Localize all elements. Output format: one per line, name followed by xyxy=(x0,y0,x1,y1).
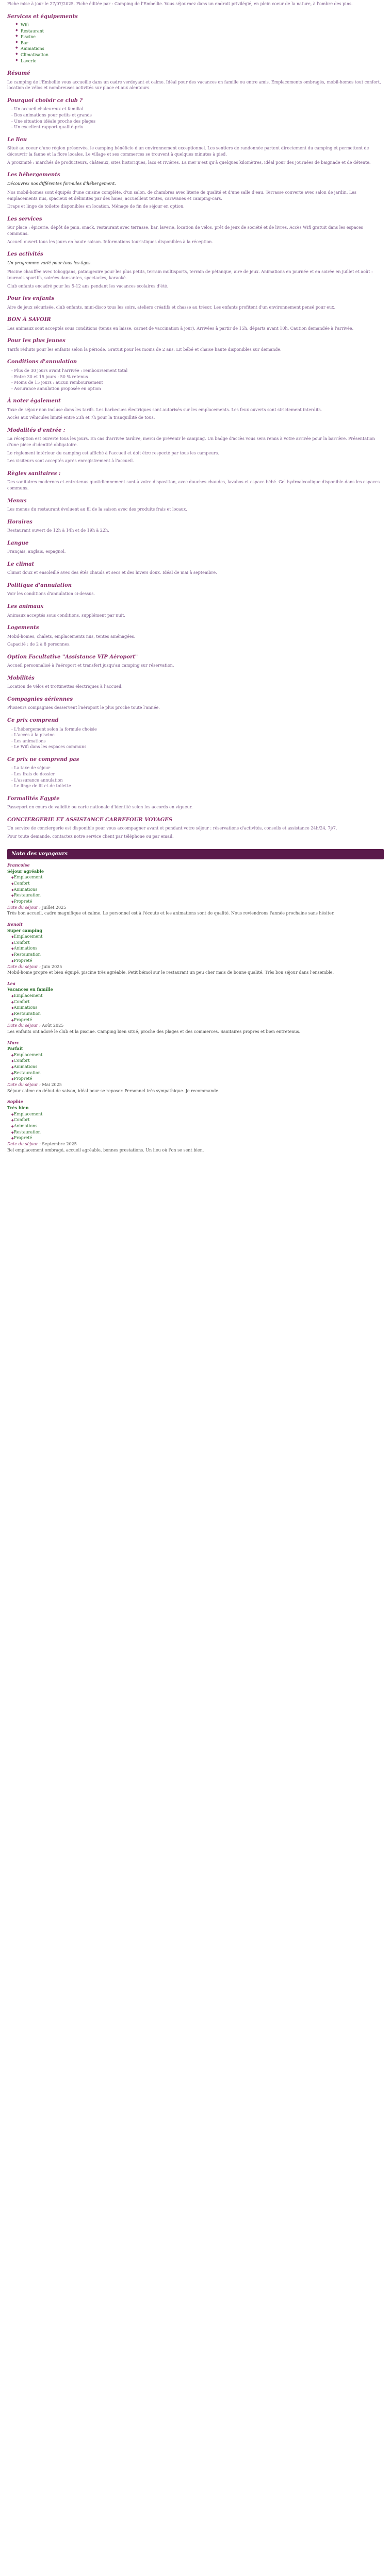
young-section xyxy=(7,337,384,352)
list-item: ◆ Restaurant xyxy=(15,28,384,35)
notes-extra-text-1: Taxe de séjour non incluse dans les tarifs. Les barbecues électriques sont autorisés sur les emplacements. Les feux ouverts sont strictement interdits. xyxy=(7,407,322,412)
criterion: ◆ Restauration xyxy=(11,1070,384,1076)
criterion: ◆ Propreté xyxy=(11,958,384,964)
review-title: Vacances en famille xyxy=(7,987,53,992)
excluded-section xyxy=(7,756,384,789)
language-section xyxy=(7,540,384,555)
list-item: - Un accueil chaleureux et familial xyxy=(11,107,84,112)
place-heading: Le lieu xyxy=(7,137,27,143)
review-criteria xyxy=(7,934,384,963)
pets-text: Animaux acceptés sous conditions, supplément par nuit. xyxy=(7,613,125,618)
housing-text-1: Mobil-homes, chalets, emplacements nus, tentes aménagées. xyxy=(7,634,136,639)
criterion: ◆ Emplacement xyxy=(11,934,384,940)
review-date-value: Septembre 2025 xyxy=(42,1141,77,1146)
hours-section xyxy=(7,519,384,534)
language-heading: Langue xyxy=(7,540,29,546)
activities-subtitle: Un programme varié pour tous les âges. xyxy=(7,260,92,265)
notes-extra-section xyxy=(7,398,384,421)
good-to-know-text: Les animaux sont acceptés sous conditions (tenus en laisse, carnet de vaccination à jour). Arrivées à partir de 15h, départs avant 10h. Caution demandée à l'arrivée. xyxy=(7,326,354,331)
review-date xyxy=(7,964,384,970)
criterion: ◆ Confort xyxy=(11,880,384,887)
list-item: - Le Wifi dans les espaces communs xyxy=(11,744,87,750)
list-item: - L'accès à la piscine xyxy=(11,733,55,738)
housing-section xyxy=(7,624,384,648)
activities-text-2: Club enfants encadré pour les 5-12 ans pendant les vacances scolaires d'été. xyxy=(7,283,169,289)
criterion: ◆ Propreté xyxy=(11,1076,384,1082)
criterion: ◆ Propreté xyxy=(11,899,384,905)
criterion: ◆ Propreté xyxy=(11,1135,384,1141)
criterion: ◆ Confort xyxy=(11,999,384,1005)
list-item: - Les frais de dossier xyxy=(11,772,55,777)
why-section xyxy=(7,97,384,130)
review-text: Mobil-home propre et bien équipé, piscine très agréable. Petit bémol sur le restaurant un peu cher mais de bonne qualité. Très bon séjour dans l'ensemble. xyxy=(7,970,334,975)
sanitary-text: Des sanitaires modernes et entretenus quotidiennement sont à votre disposition, avec douches chaudes, lavabos et espace bébé. Gel hydroalcoolique disponible dans les espaces communs. xyxy=(7,480,380,490)
lodging-section xyxy=(7,172,384,210)
mobility-heading: Mobilités xyxy=(7,675,35,681)
list-item: - Des animations pour petits et grands xyxy=(11,113,92,118)
review-title: Très bien xyxy=(7,1105,29,1110)
concierge-text-1: Un service de conciergerie est disponible pour vous accompagner avant et pendant votre séjour : réservations d'activités, conseils et assistance 24h/24, 7j/7. xyxy=(7,826,337,831)
criterion: ◆ Animations xyxy=(11,1005,384,1011)
vip-option-heading: Option Facultative "Assistance VIP Aéroport" xyxy=(7,654,138,660)
review-date-label: Date du séjour : xyxy=(7,1023,41,1028)
language-text: Français, anglais, espagnol. xyxy=(7,549,66,554)
included-list xyxy=(7,726,384,750)
excluded-list xyxy=(7,765,384,789)
cancellation-heading: Conditions d'annulation xyxy=(7,359,77,365)
review-criteria xyxy=(7,993,384,1023)
review-criteria xyxy=(7,874,384,904)
review-author: Sophie xyxy=(7,1099,23,1105)
review-date-value: Mai 2025 xyxy=(42,1082,62,1088)
reviews-header: Note des voyageurs xyxy=(7,849,384,860)
lodging-subtitle: Découvrez nos différentes formules d'hébergement. xyxy=(7,181,116,186)
vip-option-section xyxy=(7,654,384,669)
criterion: ◆ Confort xyxy=(11,1117,384,1123)
entry-heading: Modalités d'entrée : xyxy=(7,427,66,433)
mobility-section xyxy=(7,675,384,690)
formalities-text: Passeport en cours de validité ou carte nationale d'identité selon les accords en vigueur. xyxy=(7,805,193,810)
review-date-label: Date du séjour : xyxy=(7,1082,41,1088)
review-date-label: Date du séjour : xyxy=(7,1141,41,1146)
place-text-2: À proximité : marchés de producteurs, châteaux, sites historiques, lacs et rivières. La mer n'est qu'à quelques kilomètres, idéal pour des journées de baignade et de détente. xyxy=(7,160,371,165)
hours-heading: Horaires xyxy=(7,519,32,525)
entry-text-1: La réception est ouverte tous les jours. En cas d'arrivée tardive, merci de prévenir le camping. Un badge d'accès vous sera remis à votre arrivée pour la barrière. Présentation d'une pièce d'identité obligatoire. xyxy=(7,436,375,448)
review-date xyxy=(7,905,384,911)
review-date xyxy=(7,1023,384,1029)
services-heading: Services et équipements xyxy=(7,13,78,20)
formalities-section xyxy=(7,795,384,810)
criterion: ◆ Emplacement xyxy=(11,1052,384,1058)
review-date-label: Date du séjour : xyxy=(7,964,41,969)
review-criteria xyxy=(7,1052,384,1082)
criterion: ◆ Animations xyxy=(11,1123,384,1129)
vip-option-text: Accueil personnalisé à l'aéroport et transfert jusqu'au camping sur réservation. xyxy=(7,663,174,668)
review-author: Marc xyxy=(7,1040,20,1045)
intro-text: Fiche mise à jour le 27/07/2025. Fiche éditée par : Camping de l'Embellie. Vous séjournez dans un endroit privilégié, en plein coeur de la nature, à l'ombre des pins. xyxy=(7,2,353,6)
criterion: ◆ Restauration xyxy=(11,1129,384,1136)
included-heading: Ce prix comprend xyxy=(7,718,59,724)
kids-text: Aire de jeux sécurisée, club enfants, mini-disco tous les soirs, ateliers créatifs et chasse au trésor. Les enfants profitent d'un environnement pensé pour eux. xyxy=(7,304,336,310)
list-item: - L'hébergement selon la formule choisie xyxy=(11,726,97,732)
review-title: Séjour agréable xyxy=(7,868,44,874)
review-author: Benoit xyxy=(7,921,23,927)
review-text: Les enfants ont adoré le club et la piscine. Camping bien situé, proche des plages et des commerces. Sanitaires propres et bien entretenus. xyxy=(7,1029,301,1034)
good-to-know-section xyxy=(7,316,384,331)
services-section xyxy=(7,13,384,64)
services-detail-text-2: Accueil ouvert tous les jours en haute saison. Informations touristiques disponibles à la réception. xyxy=(7,239,213,244)
place-section xyxy=(7,137,384,165)
policy-heading: Politique d'annulation xyxy=(7,582,72,588)
cancellation-section xyxy=(7,359,384,392)
list-item: - La taxe de séjour xyxy=(11,766,51,771)
review-date-label: Date du séjour : xyxy=(7,905,41,910)
reviews-list xyxy=(7,862,384,1153)
list-item: - Moins de 15 jours : aucun remboursement xyxy=(11,380,103,385)
sanitary-section xyxy=(7,470,384,492)
resume-heading: Résumé xyxy=(7,71,30,77)
review-author: Lea xyxy=(7,980,15,986)
entry-section xyxy=(7,427,384,464)
why-heading: Pourquoi choisir ce club ? xyxy=(7,97,83,104)
list-item: - Assurance annulation proposée en option xyxy=(11,386,101,391)
climate-text: Climat doux et ensoleillé avec des étés chauds et secs et des hivers doux. Idéal de mai à septembre. xyxy=(7,570,217,575)
criterion: ◆ Emplacement xyxy=(11,993,384,999)
activities-text-1: Piscine chauffée avec toboggans, pataugeoire pour les plus petits, terrain multisports, terrain de pétanque, aire de jeux. Animations en journée et en soirée en juillet et août : tournois sportifs, soirées dansantes, spectacles, karaoké. xyxy=(7,269,373,280)
activities-section xyxy=(7,251,384,289)
review-item xyxy=(7,981,384,1035)
criterion: ◆ Propreté xyxy=(11,1017,384,1023)
criterion: ◆ Emplacement xyxy=(11,1111,384,1117)
policy-section xyxy=(7,582,384,597)
menus-text: Les menus du restaurant évoluent au fil de la saison avec des produits frais et locaux. xyxy=(7,507,187,512)
list-item: ◆ Bar xyxy=(15,40,384,46)
review-date-value: Juillet 2025 xyxy=(42,905,67,910)
resume-text: Le camping de l'Embellie vous accueille dans un cadre verdoyant et calme. Idéal pour des vacances en famille ou entre amis. Emplacements ombragés, mobil-homes tout confort, location de vélos et nombreuses activités sur place et aux alentours. xyxy=(7,79,381,91)
hours-text: Restaurant ouvert de 12h à 14h et de 19h à 22h. xyxy=(7,528,109,533)
cancellation-list xyxy=(7,368,384,392)
review-criteria xyxy=(7,1111,384,1141)
concierge-section xyxy=(7,817,384,840)
criterion: ◆ Animations xyxy=(11,945,384,952)
pets-section xyxy=(7,603,384,618)
entry-text-2: Le règlement intérieur du camping est affiché à l'accueil et doit être respecté par tous les campeurs. xyxy=(7,450,219,455)
list-item: ◆ Wifi xyxy=(15,22,384,28)
kids-heading: Pour les enfants xyxy=(7,296,55,302)
list-item: - Plus de 30 jours avant l'arrivée : remboursement total xyxy=(11,368,128,373)
place-text-1: Situé au coeur d'une région préservée, le camping bénéficie d'un environnement exceptionnel. Les sentiers de randonnée partent directement du camping et permettent de découvrir la faune et la flore locales. Le village et ses commerces se trouvent à quelques minutes à pied. xyxy=(7,146,369,157)
review-author: Francoise xyxy=(7,862,30,868)
pets-heading: Les animaux xyxy=(7,604,44,609)
criterion: ◆ Restauration xyxy=(11,952,384,958)
review-title: Parfait xyxy=(7,1046,23,1052)
list-item: - Les animations xyxy=(11,738,46,743)
activities-heading: Les activités xyxy=(7,251,43,258)
airlines-heading: Compagnies aériennes xyxy=(7,696,73,702)
review-date xyxy=(7,1082,384,1088)
included-section xyxy=(7,717,384,750)
airlines-section xyxy=(7,696,384,711)
why-list xyxy=(7,106,384,130)
young-heading: Pour les plus jeunes xyxy=(7,338,66,344)
climate-section xyxy=(7,561,384,576)
list-item: ◆ Laverie xyxy=(15,58,384,64)
criterion: ◆ Restauration xyxy=(11,892,384,899)
review-date xyxy=(7,1141,384,1147)
criterion: ◆ Animations xyxy=(11,887,384,893)
criterion: ◆ Animations xyxy=(11,1064,384,1070)
good-to-know-heading: BON À SAVOIR xyxy=(7,317,51,323)
services-detail-heading: Les services xyxy=(7,216,42,222)
menus-heading: Menus xyxy=(7,498,27,504)
review-title: Super camping xyxy=(7,927,42,933)
resume-section xyxy=(7,70,384,91)
excluded-heading: Ce prix ne comprend pas xyxy=(7,756,79,762)
review-date-value: Juin 2025 xyxy=(42,964,62,969)
notes-extra-heading: À noter également xyxy=(7,398,61,404)
product-sheet xyxy=(0,0,391,1168)
services-detail-section xyxy=(7,216,384,245)
services-list xyxy=(7,22,384,64)
menus-section xyxy=(7,498,384,513)
criterion: ◆ Confort xyxy=(11,1058,384,1064)
review-item xyxy=(7,922,384,976)
criterion: ◆ Confort xyxy=(11,940,384,946)
review-text: Bel emplacement ombragé, accueil agréable, bonnes prestations. Un lieu où l'on se sent bien. xyxy=(7,1147,204,1153)
policy-text: Voir les conditions d'annulation ci-dessus. xyxy=(7,591,95,597)
list-item: - Un excellent rapport qualité-prix xyxy=(11,125,83,130)
concierge-text-2: Pour toute demande, contactez notre service client par téléphone ou par email. xyxy=(7,834,174,839)
notes-extra-text-2: Accès aux véhicules limité entre 23h et 7h pour la tranquillité de tous. xyxy=(7,415,155,420)
list-item: ◆ Climatisation xyxy=(15,52,384,58)
entry-text-3: Les visiteurs sont acceptés après enregistrement à l'accueil. xyxy=(7,459,134,464)
climate-heading: Le climat xyxy=(7,561,35,567)
formalities-heading: Formalités Egypte xyxy=(7,795,60,802)
review-text: Très bon accueil, cadre magnifique et calme. Le personnel est à l'écoute et les animations sont de qualité. Nous reviendrons l'année prochaine sans hésiter. xyxy=(7,911,335,916)
airlines-text: Plusieurs compagnies desservent l'aéroport le plus proche toute l'année. xyxy=(7,705,160,710)
list-item: - Entre 30 et 15 jours : 50 % retenus xyxy=(11,374,88,379)
review-date-value: Août 2025 xyxy=(42,1023,64,1028)
concierge-heading: CONCIERGERIE ET ASSISTANCE CARREFOUR VOYAGES xyxy=(7,817,173,823)
lodging-text-2: Draps et linge de toilette disponibles en location. Ménage de fin de séjour en option. xyxy=(7,204,185,209)
list-item: - Le linge de lit et de toilette xyxy=(11,784,71,789)
review-item xyxy=(7,1099,384,1153)
services-detail-text-1: Sur place : épicerie, dépôt de pain, snack, restaurant avec terrasse, bar, laverie, location de vélos, prêt de jeux de société et de livres. Accès Wifi gratuit dans les espaces communs. xyxy=(7,225,363,236)
review-item xyxy=(7,1040,384,1094)
criterion: ◆ Emplacement xyxy=(11,874,384,880)
kids-section xyxy=(7,295,384,310)
list-item: - L'assurance annulation xyxy=(11,777,63,783)
list-item: - Une situation idéale proche des plages xyxy=(11,118,96,124)
housing-heading: Logements xyxy=(7,625,39,631)
criterion: ◆ Restauration xyxy=(11,1011,384,1017)
review-item xyxy=(7,862,384,917)
young-text: Tarifs réduits pour les enfants selon la période. Gratuit pour les moins de 2 ans. Lit bébé et chaise haute disponibles sur demande. xyxy=(7,347,282,352)
lodging-heading: Les hébergements xyxy=(7,172,60,178)
sanitary-heading: Règles sanitaires : xyxy=(7,470,61,477)
list-item: ◆ Piscine xyxy=(15,34,384,40)
lodging-text-1: Nos mobil-homes sont équipés d'une cuisine complète, d'un salon, de chambres avec literie de qualité et d'une salle d'eau. Terrasse couverte avec salon de jardin. Les emplacements nus, spacieux et délimités par des haies, accueillent tentes, caravanes et camping-cars. xyxy=(7,190,356,201)
review-text: Séjour calme en début de saison, idéal pour se reposer. Personnel très sympathique. Je recommande. xyxy=(7,1088,220,1093)
mobility-text: Location de vélos et trottinettes électriques à l'accueil. xyxy=(7,684,123,689)
list-item: ◆ Animations xyxy=(15,46,384,52)
housing-text-2: Capacité : de 2 à 8 personnes. xyxy=(7,642,71,647)
